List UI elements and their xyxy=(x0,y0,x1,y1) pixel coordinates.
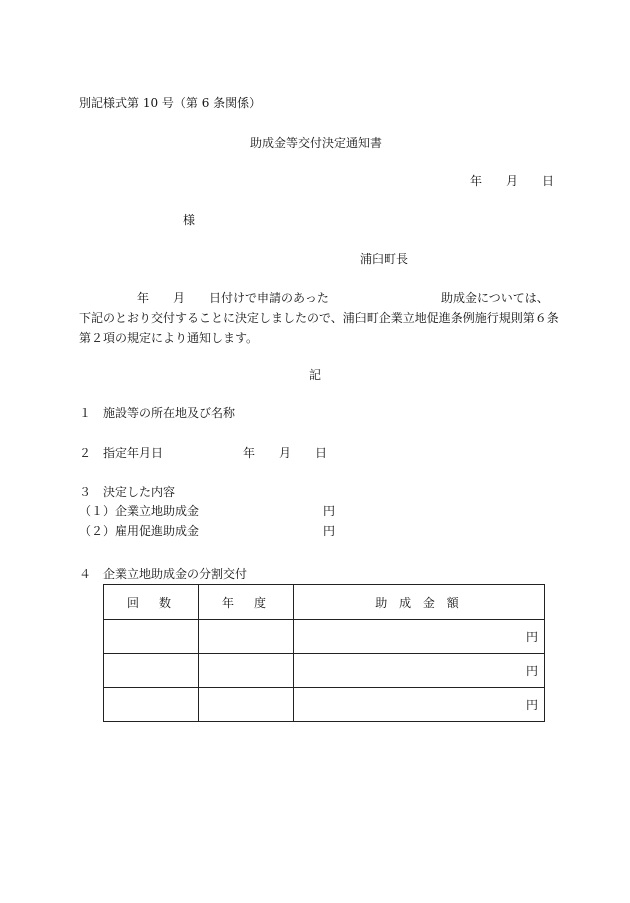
cell-year xyxy=(199,688,294,722)
item-1-number: １ xyxy=(79,406,92,420)
item-1-label: 施設等の所在地及び名称 xyxy=(103,406,236,420)
addressee-suffix: 様 xyxy=(183,213,196,227)
ki-heading: 記 xyxy=(309,368,322,382)
issue-date: 年 月 日 xyxy=(470,174,555,188)
item-3-sub-1-unit: 円 xyxy=(323,504,336,518)
table-header-row xyxy=(104,585,545,620)
issuer-name: 浦臼町長 xyxy=(360,252,409,266)
cell-amount: 円 xyxy=(294,620,545,654)
cell-year xyxy=(199,620,294,654)
table-row xyxy=(104,620,545,654)
cell-count xyxy=(104,620,199,654)
cell-count xyxy=(104,688,199,722)
header-amount: 助 成 金 額 xyxy=(294,585,545,620)
body-line-3: 第２項の規定により通知します。 xyxy=(79,331,259,345)
body-line-2: 下記のとおり交付することに決定しましたので、浦臼町企業立地促進条例施行規則第６条 xyxy=(79,311,559,325)
form-number: 別記様式第 10 号（第 6 条関係） xyxy=(79,96,262,110)
item-4-label: 企業立地助成金の分割交付 xyxy=(103,567,248,581)
item-2-number: ２ xyxy=(79,446,92,460)
cell-amount: 円 xyxy=(294,688,545,722)
subsidy-phrase: 助成金については、 xyxy=(441,291,549,305)
body-paragraph xyxy=(79,288,559,348)
cell-year xyxy=(199,654,294,688)
table-row xyxy=(104,654,545,688)
item-3-sub-1-label: （１）企業立地助成金 xyxy=(79,504,200,518)
header-fiscal-year: 年 度 xyxy=(199,585,294,620)
table-row xyxy=(104,688,545,722)
item-3-number: ３ xyxy=(79,485,92,499)
item-3-sub-2-label: （２）雇用促進助成金 xyxy=(79,524,200,538)
cell-count xyxy=(104,654,199,688)
installment-table xyxy=(103,584,545,722)
cell-amount: 円 xyxy=(294,654,545,688)
item-2-date: 年 月 日 xyxy=(243,446,328,460)
item-2-label: 指定年月日 xyxy=(103,446,164,460)
item-4-number: ４ xyxy=(79,567,92,581)
header-count: 回 数 xyxy=(104,585,199,620)
document-title: 助成金等交付決定通知書 xyxy=(250,136,383,150)
item-3-label: 決定した内容 xyxy=(103,485,176,499)
application-date: 年 月 日付けで申請のあった xyxy=(137,291,329,305)
item-3-sub-2-unit: 円 xyxy=(323,524,336,538)
